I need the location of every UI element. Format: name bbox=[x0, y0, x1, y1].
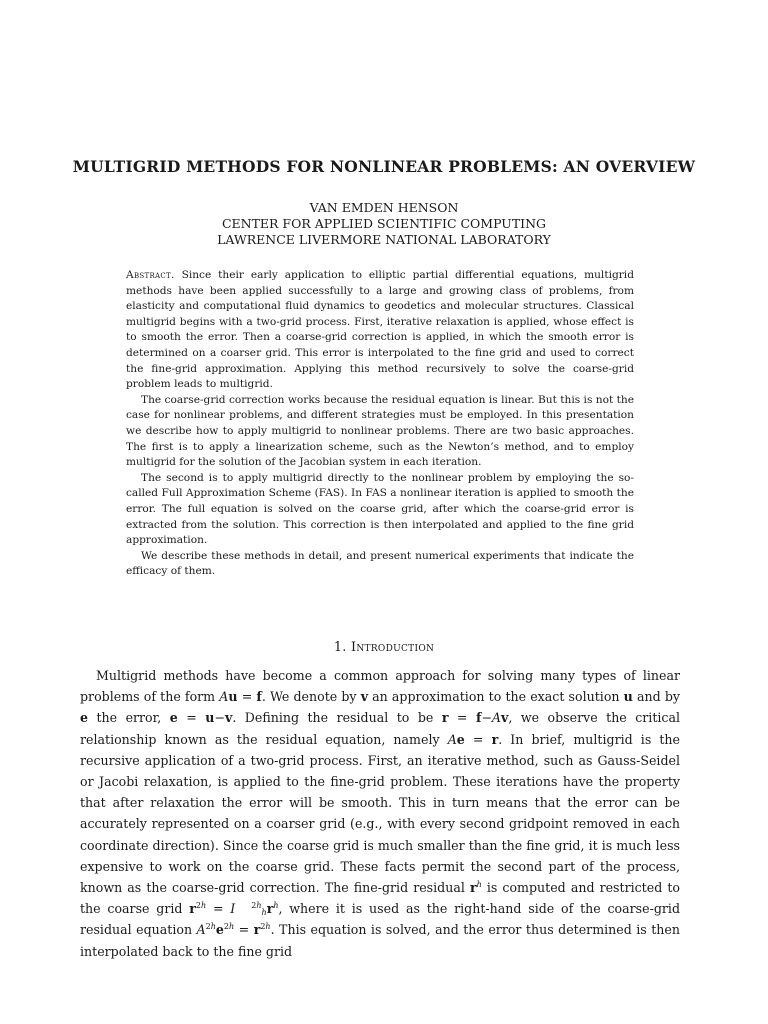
abstract-paragraph: The second is to apply multigrid directly to the nonlinear problem by employing the so-called Full Approximation Scheme (FAS). In FAS a nonlinear iteration is applied to smooth the error. The full equation is solved on the coarse grid, after which the coarse-grid error is extracted from the solution. This correction is then interpolated and applied to the fine grid approximation. bbox=[126, 471, 634, 547]
author-institution: LAWRENCE LIVERMORE NATIONAL LABORATORY bbox=[217, 232, 551, 247]
author-name: VAN EMDEN HENSON bbox=[309, 200, 459, 215]
body-paragraph: Multigrid methods have become a common approach for solving many types of linear problems of the form Au = f. We denote by v an approximation to the exact solution u and by e the error, e = u−v. Defining the residual to be r = f−Av, we observe the critical relationship known as the residual equation, namely Ae = r. In brief, multigrid is the recursive application of a two-grid process. First, an iterative method, such as Gauss-Seidel or Jacobi relaxation, is applied to the fine-grid problem. These iterations have the property that after relaxation the error will be smooth. This in turn means that the error can be accurately represented on a coarser grid (e.g., with every second gridpoint removed in each coordinate direction). Since the coarse grid is much smaller than the fine grid, it is much less expensive to work on the coarse grid. These facts permit the second part of the process, known as the coarse-grid correction. The fine-grid residual $r^h$ is computed and restricted to the coarse grid $r^{2h} = I$ $^{2h}_hr^h$, where it is used as the right-hand side of the coarse-grid residual equation $A^{2h}e^{2h} = r^{2h}$. This equation is solved, and the error thus determined is then interpolated back to the fine grid bbox=[80, 668, 681, 959]
abstract bbox=[126, 268, 634, 580]
author-affiliation: CENTER FOR APPLIED SCIENTIFIC COMPUTING bbox=[221, 216, 547, 231]
abstract-label: Abstract. bbox=[126, 269, 175, 281]
paper-title: MULTIGRID METHODS FOR NONLINEAR PROBLEMS: AN OVERVIEW bbox=[72, 157, 696, 176]
abstract-paragraph: Abstract. Since their early application to elliptic partial differential equations, multigrid methods have been applied successfully to a large and growing class of problems, from elasticity and computational fluid dynamics to geodetics and molecular structures. Classical multigrid begins with a two-grid process. First, iterative relaxation is applied, whose effect is to smooth the error. Then a coarse-grid correction is applied, in which the smooth error is determined on a coarser grid. This error is interpolated to the fine grid and used to correct the fine-grid approximation. Applying this method recursively to solve the coarse-grid problem leads to multigrid. bbox=[126, 269, 634, 391]
abstract-paragraph: We describe these methods in detail, and present numerical experiments that indicate the efficacy of them. bbox=[126, 549, 634, 578]
section-body bbox=[80, 665, 680, 962]
abstract-paragraph: The coarse-grid correction works because the residual equation is linear. But this is not the case for nonlinear problems, and different strategies must be employed. In this presentation we describe how to apply multigrid to nonlinear problems. There are two basic approaches. The first is to apply a linearization scheme, such as the Newton’s method, and to employ multigrid for the solution of the Jacobian system in each iteration. bbox=[126, 393, 634, 469]
author-block bbox=[0, 200, 768, 248]
section-heading: 1. Introduction bbox=[333, 640, 435, 655]
